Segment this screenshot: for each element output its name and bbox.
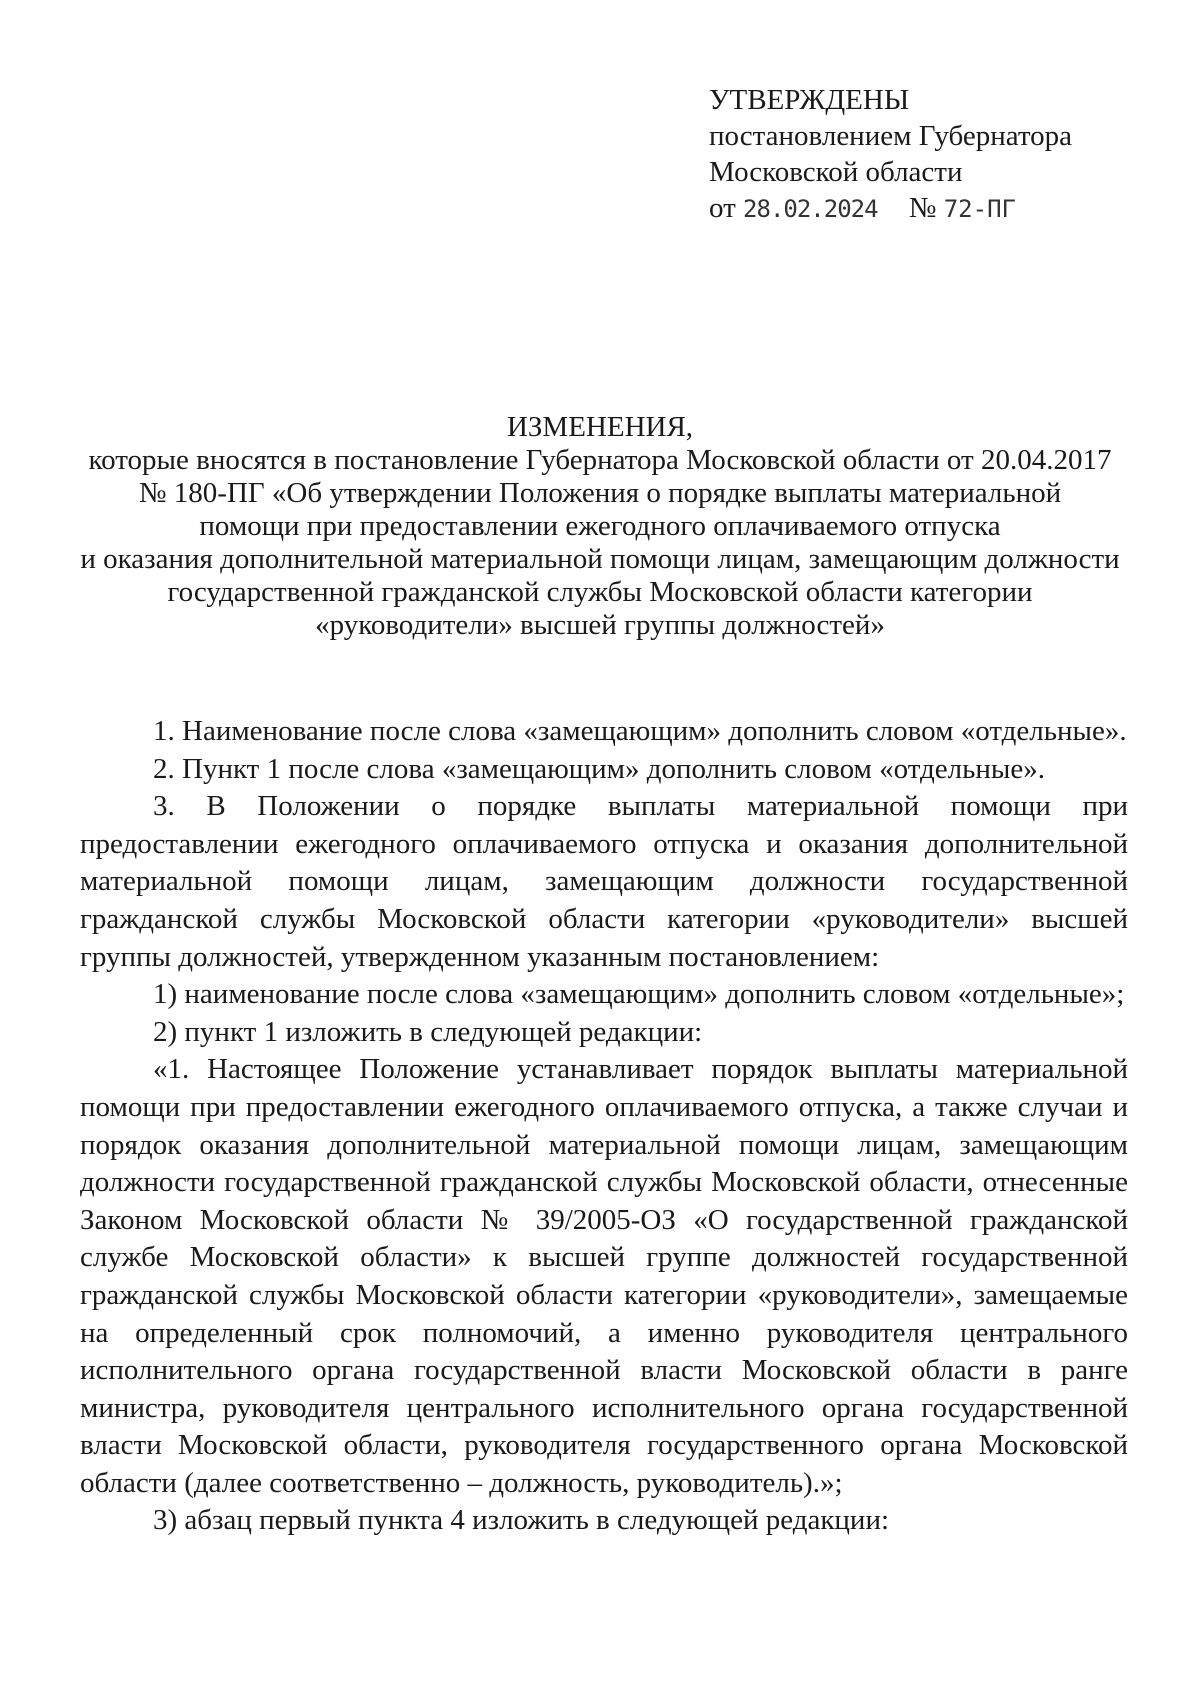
paragraph-3: 3. В Положении о порядке выплаты материальной помощи при предоставлении ежегодного оплачиваемого отпуска и оказания дополнительной материальной помощи лицам, замещающим должности государственной гражданской службы Московской области категории «руководители» высшей группы должностей, утвержденном указанным постановлением: xyxy=(80,790,1128,973)
paragraph-3-item-1: 1) наименование после слова «замещающим» дополнить словом «отдельные»; xyxy=(153,978,1125,1011)
title-heading: ИЗМЕНЕНИЯ, xyxy=(506,411,694,443)
decree-number: 72-ПГ xyxy=(943,195,1016,223)
approval-date-line xyxy=(709,190,1072,227)
paragraph-3-item-2: 2) пункт 1 изложить в следующей редакции: xyxy=(153,1015,703,1048)
title-line: и оказания дополнительной материальной помощи лицам, замещающим должности xyxy=(80,543,1120,575)
paragraph-2: 2. Пункт 1 после слова «замещающим» дополнить словом «отдельные». xyxy=(153,752,1045,785)
approval-block xyxy=(709,82,1072,227)
title-line: которые вносятся в постановление Губернатора Московской области от 20.04.2017 xyxy=(88,444,1112,476)
decree-date: 28.02.2024 xyxy=(743,195,878,223)
approval-heading: УТВЕРЖДЕНЫ xyxy=(709,84,910,116)
paragraph-3-item-3: 3) абзац первый пункта 4 изложить в следующей редакции: xyxy=(153,1504,890,1537)
title-line: помощи при предоставлении ежегодного оплачиваемого отпуска xyxy=(199,510,1001,542)
quoted-clause-1: «1. Настоящее Положение устанавливает порядок выплаты материальной помощи при предоставлении ежегодного оплачиваемого отпуска, а также случаи и порядок оказания дополнительной материальной помощи лицам, замещающим должности государственной гражданской службы Московской области, отнесенные Законом Московской области № 39/2005-ОЗ «О государственной гражданской службе Московской области» к высшей группе должностей государственной гражданской службы Московской области категории «руководители», замещаемые на определенный срок полномочий, а именно руководителя центрального исполнительного органа государственной власти Московской области в ранге министра, руководителя центрального исполнительного органа государственной власти Московской области, руководителя государственного органа Московской области (далее соответственно – должность, руководитель).»; xyxy=(80,1053,1128,1499)
approval-region-line: Московской области xyxy=(709,156,963,188)
document-title xyxy=(60,411,1140,642)
approval-decree-line: постановлением Губернатора xyxy=(709,120,1073,152)
date-prefix: от xyxy=(709,192,736,224)
document-body xyxy=(80,713,1128,1540)
title-line: № 180-ПГ «Об утверждении Положения о порядке выплаты материальной xyxy=(138,477,1062,509)
paragraph-1: 1. Наименование после слова «замещающим» дополнить словом «отдельные». xyxy=(153,715,1127,747)
title-line: «руководители» высшей группы должностей» xyxy=(315,609,885,641)
number-prefix: № xyxy=(908,192,937,224)
title-line: государственной гражданской службы Московской области категории xyxy=(167,576,1033,608)
